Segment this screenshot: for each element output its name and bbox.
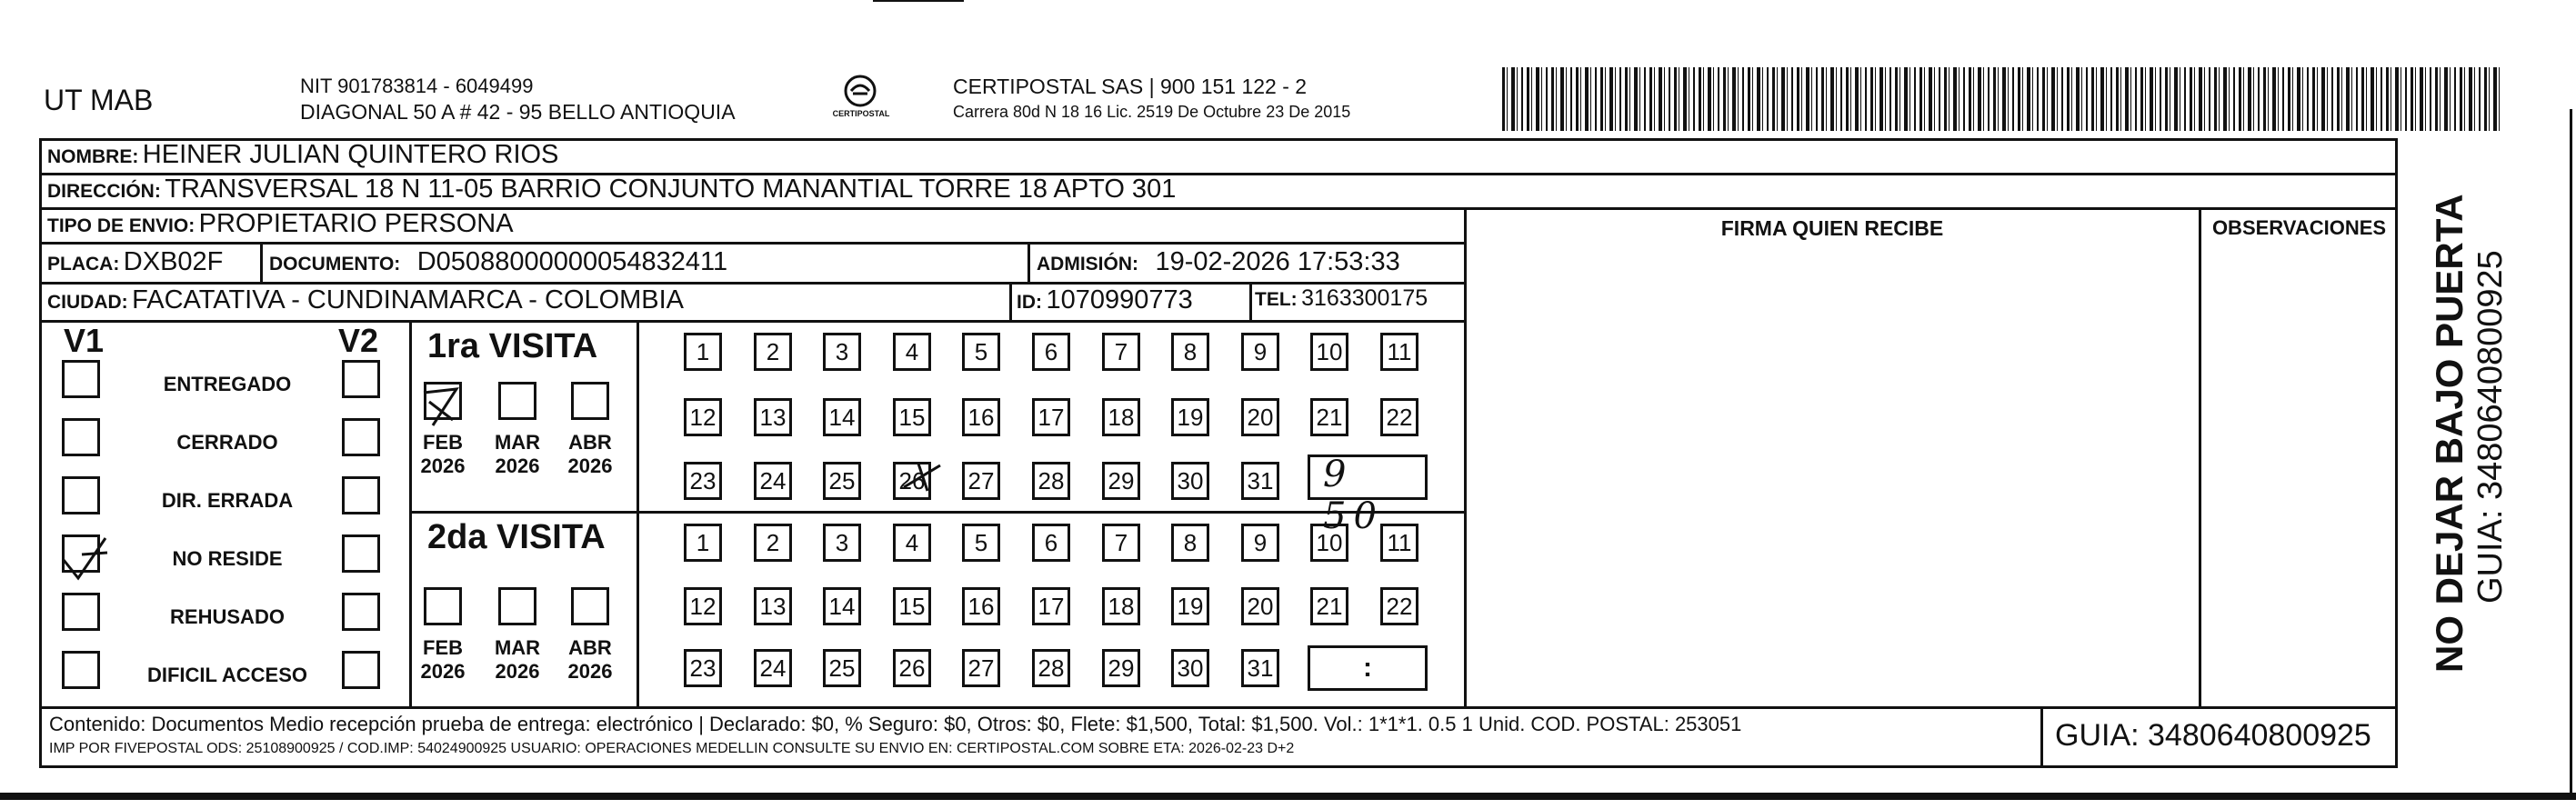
month-year: 2026	[567, 660, 613, 683]
observaciones-label: OBSERVACIONES	[2211, 216, 2387, 239]
day-box[interactable]: 31	[1241, 462, 1279, 500]
day-box[interactable]: 6	[1032, 333, 1070, 371]
nombre-row	[47, 140, 558, 170]
day-box[interactable]: 30	[1171, 462, 1209, 500]
documento-label: DOCUMENTO:	[269, 254, 401, 275]
status-label: CERRADO	[176, 431, 278, 454]
ciudad-value: FACATATIVA - CUNDINAMARCA - COLOMBIA	[132, 285, 685, 315]
v1-checkbox[interactable]	[62, 418, 100, 456]
day-box[interactable]: 5	[962, 524, 1000, 562]
v1-checkbox[interactable]	[62, 476, 100, 514]
month-year: 2026	[495, 660, 540, 683]
direccion-label: DIRECCIÓN:	[47, 181, 161, 202]
day-box[interactable]: 29	[1102, 462, 1140, 500]
day-box[interactable]: 18	[1102, 587, 1140, 625]
company-address: DIAGONAL 50 A # 42 - 95 BELLO ANTIOQUIA	[300, 100, 736, 124]
status-label: DIFICIL ACCESO	[146, 664, 307, 686]
day-box[interactable]: 20	[1241, 398, 1279, 436]
v1-label: V1	[64, 322, 105, 359]
v2-checkbox[interactable]	[342, 651, 380, 689]
day-box[interactable]: 3	[823, 333, 861, 371]
day-box[interactable]: 12	[684, 398, 722, 436]
carrier-license: Carrera 80d N 18 16 Lic. 2519 De Octubre 23 De 2015	[953, 103, 1351, 121]
month-checkbox[interactable]	[571, 382, 609, 420]
ciudad-label: CIUDAD:	[47, 292, 128, 313]
day-box[interactable]: 24	[754, 462, 792, 500]
visit1-time-handwritten: 9 50	[1323, 454, 1384, 537]
visit1-title: 1ra VISITA	[427, 327, 598, 365]
day-box[interactable]: 15	[893, 587, 931, 625]
day-box[interactable]: 12	[684, 587, 722, 625]
month-name: MAR	[494, 636, 541, 659]
day-box[interactable]: 4	[893, 333, 931, 371]
visit2-title: 2da VISITA	[427, 518, 606, 556]
direccion-value: TRANSVERSAL 18 N 11-05 BARRIO CONJUNTO MANANTIAL TORRE 18 APTO 301	[165, 175, 1177, 204]
day-box[interactable]: 22	[1380, 587, 1418, 625]
day-box[interactable]: 9	[1241, 524, 1279, 562]
id-cell	[1017, 285, 1193, 315]
footer-guia: GUIA: 3480640800925	[2055, 718, 2371, 753]
day-box[interactable]: 23	[684, 649, 722, 687]
day-box[interactable]: 13	[754, 398, 792, 436]
visit2-time-box[interactable]	[1308, 645, 1428, 691]
company-name: UT MAB	[44, 84, 154, 116]
month-checkbox[interactable]	[498, 382, 536, 420]
day-box[interactable]: 16	[962, 587, 1000, 625]
day-box[interactable]: 11	[1380, 333, 1418, 371]
month-label	[411, 636, 475, 684]
v1-checkbox[interactable]	[62, 360, 100, 398]
day-box[interactable]: 14	[823, 398, 861, 436]
day-box[interactable]: 27	[962, 649, 1000, 687]
footer-contenido: Contenido: Documentos Medio recepción prueba de entrega: electrónico | Declarado: $0, % Seguro: $0, Otros: $0, Flete: $1,500, Total: $1,500. Vol.: 1*1*1. 0.5 1 Unid. COD. POSTAL: 253051	[49, 713, 1742, 735]
day-box[interactable]: 25	[823, 462, 861, 500]
day-box[interactable]: 10	[1310, 333, 1348, 371]
day-box[interactable]: 16	[962, 398, 1000, 436]
firma-label: FIRMA QUIEN RECIBE	[1720, 216, 1944, 240]
visit2-time-placeholder: :	[1363, 653, 1372, 683]
status-label: DIR. ERRADA	[161, 489, 294, 512]
tel-label: TEL:	[1255, 289, 1298, 310]
month-name: FEB	[423, 431, 463, 454]
v2-checkbox[interactable]	[342, 476, 380, 514]
day-box[interactable]: 1	[684, 524, 722, 562]
visit1-feb-check-mark	[420, 380, 475, 434]
day-box[interactable]: 25	[823, 649, 861, 687]
v2-label: V2	[338, 322, 379, 359]
month-label	[486, 636, 549, 684]
day-box[interactable]: 21	[1310, 587, 1348, 625]
day-box[interactable]: 22	[1380, 398, 1418, 436]
month-label	[411, 431, 475, 478]
day-box[interactable]: 7	[1102, 333, 1140, 371]
bottom-edge-line	[0, 793, 2576, 800]
day-box[interactable]: 29	[1102, 649, 1140, 687]
month-year: 2026	[420, 660, 466, 683]
month-label	[558, 431, 622, 478]
id-value: 1070990773	[1046, 285, 1193, 315]
day-box[interactable]: 19	[1171, 587, 1209, 625]
nombre-value: HEINER JULIAN QUINTERO RIOS	[142, 140, 559, 169]
v1-no-reside-check-mark	[60, 533, 115, 587]
day-box[interactable]: 2	[754, 333, 792, 371]
v1-checkbox[interactable]	[62, 593, 100, 631]
month-name: MAR	[494, 431, 541, 454]
tipo-value: PROPIETARIO PERSONA	[198, 209, 514, 238]
day-box[interactable]: 4	[893, 524, 931, 562]
day-box[interactable]: 17	[1032, 398, 1070, 436]
carrier-name: CERTIPOSTAL SAS | 900 151 122 - 2	[953, 75, 1308, 98]
day-box[interactable]: 30	[1171, 649, 1209, 687]
side-guia: GUIA: 3480640800925	[2471, 250, 2510, 604]
tipo-row	[47, 209, 514, 239]
footer-imp: IMP POR FIVEPOSTAL ODS: 25108900925 / COD.IMP: 54024900925 USUARIO: OPERACIONES MEDELLIN CONSULTE SU ENVIO EN: CERTIPOSTAL.COM SOBRE ETA: 2026-02-23 D+2	[49, 741, 1295, 756]
day-box[interactable]: 28	[1032, 649, 1070, 687]
ciudad-cell	[47, 285, 684, 315]
month-year: 2026	[420, 454, 466, 477]
day-box[interactable]: 19	[1171, 398, 1209, 436]
day-box[interactable]: 14	[823, 587, 861, 625]
admision-value: 19-02-2026 17:53:33	[1155, 247, 1400, 276]
top-crop-line	[873, 0, 964, 2]
status-label: ENTREGADO	[163, 373, 292, 395]
status-label: NO RESIDE	[172, 547, 283, 570]
day-box[interactable]: 15	[893, 398, 931, 436]
placa-label: PLACA:	[47, 254, 120, 275]
day-26-strike-mark	[900, 460, 946, 496]
month-label	[558, 636, 622, 684]
nombre-label: NOMBRE:	[47, 146, 139, 167]
v2-checkbox[interactable]	[342, 534, 380, 573]
month-year: 2026	[567, 454, 613, 477]
day-box[interactable]: 26	[893, 462, 931, 500]
day-box[interactable]: 9	[1241, 333, 1279, 371]
day-box[interactable]: 8	[1171, 524, 1209, 562]
id-label: ID:	[1017, 292, 1042, 313]
certipostal-logo	[832, 73, 890, 122]
placa-cell	[47, 247, 223, 277]
day-box[interactable]: 8	[1171, 333, 1209, 371]
logo-text: CERTIPOSTAL	[832, 109, 890, 118]
day-box[interactable]: 23	[684, 462, 722, 500]
admision-cell	[1037, 247, 1400, 277]
admision-label: ADMISIÓN:	[1037, 254, 1138, 275]
company-nit: NIT 901783814 - 6049499	[300, 75, 534, 97]
month-checkbox[interactable]	[498, 587, 536, 625]
v2-checkbox[interactable]	[342, 418, 380, 456]
day-box[interactable]: 27	[962, 462, 1000, 500]
month-year: 2026	[495, 454, 540, 477]
documento-cell	[269, 247, 727, 277]
day-box[interactable]: 2	[754, 524, 792, 562]
day-box[interactable]: 20	[1241, 587, 1279, 625]
day-box[interactable]: 5	[962, 333, 1000, 371]
day-box[interactable]: 6	[1032, 524, 1070, 562]
day-box[interactable]: 24	[754, 649, 792, 687]
direccion-row	[47, 175, 1176, 205]
day-box[interactable]: 1	[684, 333, 722, 371]
day-box[interactable]: 21	[1310, 398, 1348, 436]
day-box[interactable]: 17	[1032, 587, 1070, 625]
day-box[interactable]: 26	[893, 649, 931, 687]
day-box[interactable]: 13	[754, 587, 792, 625]
month-label	[486, 431, 549, 478]
v2-checkbox[interactable]	[342, 593, 380, 631]
day-box[interactable]: 31	[1241, 649, 1279, 687]
month-name: FEB	[423, 636, 463, 659]
day-box[interactable]: 7	[1102, 524, 1140, 562]
month-name: ABR	[568, 431, 612, 454]
no-dejar-bajo-puerta: NO DEJAR BAJO PUERTA	[2428, 194, 2471, 673]
day-box[interactable]: 11	[1380, 524, 1418, 562]
day-box[interactable]: 18	[1102, 398, 1140, 436]
tipo-label: TIPO DE ENVIO:	[47, 215, 195, 236]
barcode	[1502, 67, 2502, 131]
visit1-time-box[interactable]	[1308, 454, 1428, 537]
month-checkbox[interactable]	[424, 587, 462, 625]
day-box[interactable]: 10	[1310, 524, 1348, 562]
v2-checkbox[interactable]	[342, 360, 380, 398]
month-name: ABR	[568, 636, 612, 659]
month-checkbox[interactable]	[571, 587, 609, 625]
v1-checkbox[interactable]	[62, 651, 100, 689]
day-box[interactable]: 28	[1032, 462, 1070, 500]
day-box[interactable]: 3	[823, 524, 861, 562]
placa-value: DXB02F	[123, 247, 224, 276]
tel-value: 3163300175	[1301, 285, 1428, 311]
right-edge-line	[2570, 109, 2572, 800]
tel-cell	[1255, 285, 1428, 312]
status-label: REHUSADO	[170, 605, 285, 628]
documento-value: D05088000000054832411	[416, 247, 728, 276]
